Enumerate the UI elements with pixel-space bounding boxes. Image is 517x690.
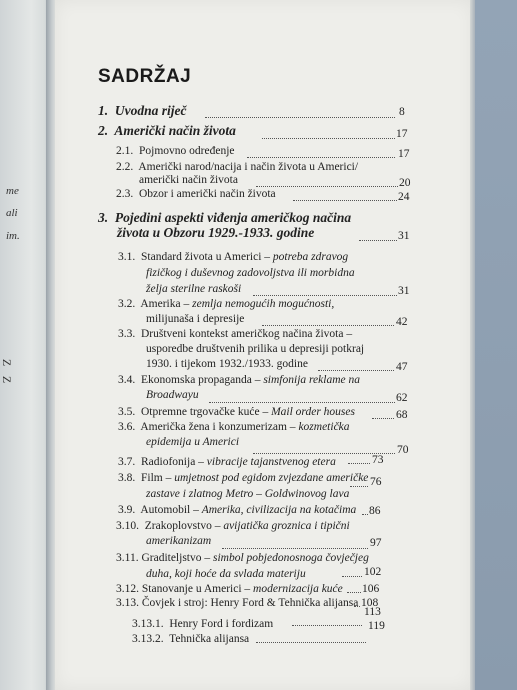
entry-number: 3.3. [118,328,136,340]
entry-title-part: modernizacija kuće [253,583,343,595]
entry-title-part: simfonija reklame na [263,374,360,386]
page-number: 20 [399,177,411,189]
entry-title-part: Radiofonija – [141,456,207,468]
page-number: 119 [368,620,385,632]
toc-entry-3-8 [118,472,368,484]
entry-title-part: vibracije tajanstvenog etera [206,456,336,468]
entry-title-part: Film – [141,472,175,484]
dot-leader [205,117,395,118]
entry-number: 3.7. [118,456,136,468]
entry-title-line: Pojedini aspekti viđenja američkog načina [114,210,352,225]
toc-entry-2-1 [116,145,235,157]
entry-number: 2.3. [116,188,134,200]
entry-title-line: epidemija u Americi [146,436,240,448]
entry-number: 3.13.1. [132,618,164,630]
entry-number: 3.4. [118,374,136,386]
entry-title: Obzor i američki način života [139,188,276,200]
entry-title-line: Društveni kontekst američkog načina života – [141,328,353,340]
dot-leader [293,200,397,201]
page-number: 106 [362,583,380,595]
page-number: 68 [396,409,408,421]
entry-number: 3.10. [116,520,139,532]
dot-leader [347,592,361,593]
dot-leader [348,463,370,464]
entry-number: 3.9. [118,504,136,516]
entry-title: Henry Ford i fordizam [169,618,274,630]
page-number: 70 [397,444,409,456]
dot-leader [262,138,395,139]
toc-entry-3-1 [118,251,348,263]
toc-title: SADRŽAJ [98,66,192,87]
entry-title-part: Standard života u Americi – [141,251,273,263]
dot-leader [222,548,368,549]
entry-number: 3.13.2. [132,633,164,645]
entry-title: Čovjek i stroj: Henry Ford & Tehnička alijansa [141,597,359,609]
entry-title-part: umjetnost pod egidom zvjezdane američke [174,472,369,484]
toc-entry-3-7 [118,456,336,468]
dot-leader [362,514,368,515]
page-number: 24 [398,191,410,203]
page-number: 97 [370,537,382,549]
entry-title-line: amerikanizam [146,535,212,547]
entry-title-part: Mail order houses [271,406,355,418]
page-number: 86 [369,505,381,517]
page-number: 8 [399,106,405,118]
toc-entry-3-3 [118,328,352,340]
entry-title: Uvodna riječ [114,103,187,118]
toc-entry-3-13 [116,597,358,609]
dot-leader [372,418,394,419]
toc-entry-3-13-1 [132,618,273,630]
entry-number: 2.2. [116,161,134,173]
entry-title-part: Amerika – [140,298,193,310]
entry-title-part: Automobil – [140,504,202,516]
entry-title-part: avijatička groznica i tipični [223,520,350,532]
toc-entry-3-6 [118,421,350,433]
entry-number: 3.6. [118,421,136,433]
left-page-fragment: Z [0,358,15,367]
dot-leader [247,157,395,158]
page-number: 73 [372,454,384,466]
entry-number: 3.8. [118,472,136,484]
toc-entry-1 [98,103,187,119]
toc-entry-3-4 [118,374,360,386]
page-number: 102 [364,566,382,578]
entry-title-part: zemlja nemogućih mogućnosti, [192,298,335,310]
dot-leader [292,625,362,626]
page-edge [470,0,475,690]
entry-title-line: Američki narod/nacija i način života u Americi/ [138,161,359,173]
page-number: 31 [398,230,410,242]
entry-title-line: usporedbe društvenih prilika u depresiji potkraj [146,343,365,355]
entry-title-part: Stanovanje u Americi – [141,583,254,595]
entry-title-line: 1930. i tijekom 1932./1933. godine [146,358,308,370]
dot-leader [354,606,360,607]
entry-title-part: Graditeljstvo – [141,552,213,564]
entry-title-part: Ekonomska propaganda – [141,374,264,386]
toc-entry-3-10 [116,520,350,532]
entry-number: 2. [98,123,109,138]
dot-leader [256,186,398,187]
dot-leader [342,576,362,577]
toc-entry-3-9 [118,504,356,516]
entry-title-line: Broadwayu [146,389,199,401]
entry-number: 3. [98,210,109,225]
entry-title-line: želja sterilne raskoši [146,283,242,295]
left-page-fragment: ali [6,207,18,219]
entry-number: 3.11. [116,552,139,564]
toc-entry-2-3 [116,188,276,200]
left-page-fragment: Z [0,375,15,384]
dot-leader [359,240,397,241]
page-number: 42 [396,316,408,328]
entry-title-part: Zrakoplovstvo – [144,520,224,532]
page-number: 17 [396,128,408,140]
toc-entry-3-12 [116,583,343,595]
entry-number: 3.13. [116,597,139,609]
page-number: 62 [396,392,408,404]
toc-entry-3-2 [118,298,334,310]
toc-entry-3-13-2 [132,633,249,645]
entry-title-part: kozmetička [298,421,350,433]
entry-title-line: fizičkog i duševnog zadovoljstva ili morbidna [146,267,355,279]
entry-title-part: Amerika, civilizacija na kotačima [201,504,357,516]
entry-number: 3.2. [118,298,136,310]
entry-number: 3.5. [118,406,136,418]
entry-title-line: milijunaša i depresije [146,313,245,325]
entry-title-line: američki način života [139,174,238,186]
toc-entry-3 [98,210,351,226]
entry-title-line: duha, koji hoće da svlada materiju [146,568,306,580]
dot-leader [318,370,394,371]
page-number: 47 [396,361,408,373]
page-number: 76 [370,476,382,488]
page-number: 17 [398,148,410,160]
entry-title-part: Otpremne trgovačke kuće – [141,406,272,418]
entry-number: 2.1. [116,145,134,157]
entry-number: 1. [98,103,109,118]
entry-title-part: simbol pobjedonosnoga čovječjeg [213,552,369,564]
toc-entry-3-5 [118,406,355,418]
entry-title: Pojmovno određenje [139,145,235,157]
left-page-fragment: me [6,185,19,197]
page-number: 31 [398,285,410,297]
page-number: 108 [361,597,379,609]
left-page [0,0,52,690]
toc-entry-2-2 [116,161,358,173]
left-page-fragment: im. [6,230,20,242]
entry-title-part: Američka žena i konzumerizam – [140,421,299,433]
dot-leader [256,642,366,643]
dot-leader [350,486,368,487]
dot-leader [253,295,397,296]
toc-entry-2 [98,123,236,139]
toc-entry-3-11 [116,552,369,564]
entry-title-part: potreba zdravog [272,251,349,263]
dot-leader [262,325,394,326]
page-number: 113 [364,606,381,618]
dot-leader [209,402,395,403]
entry-number: 3.12. [116,583,139,595]
entry-title-line: zastave i zlatnog Metro – Goldwinovog lava [146,488,350,500]
entry-title: Tehnička alijansa [169,633,250,645]
entry-title: Američki način života [114,123,236,138]
entry-title-line: života u Obzoru 1929.-1933. godine [117,225,315,240]
entry-number: 3.1. [118,251,136,263]
